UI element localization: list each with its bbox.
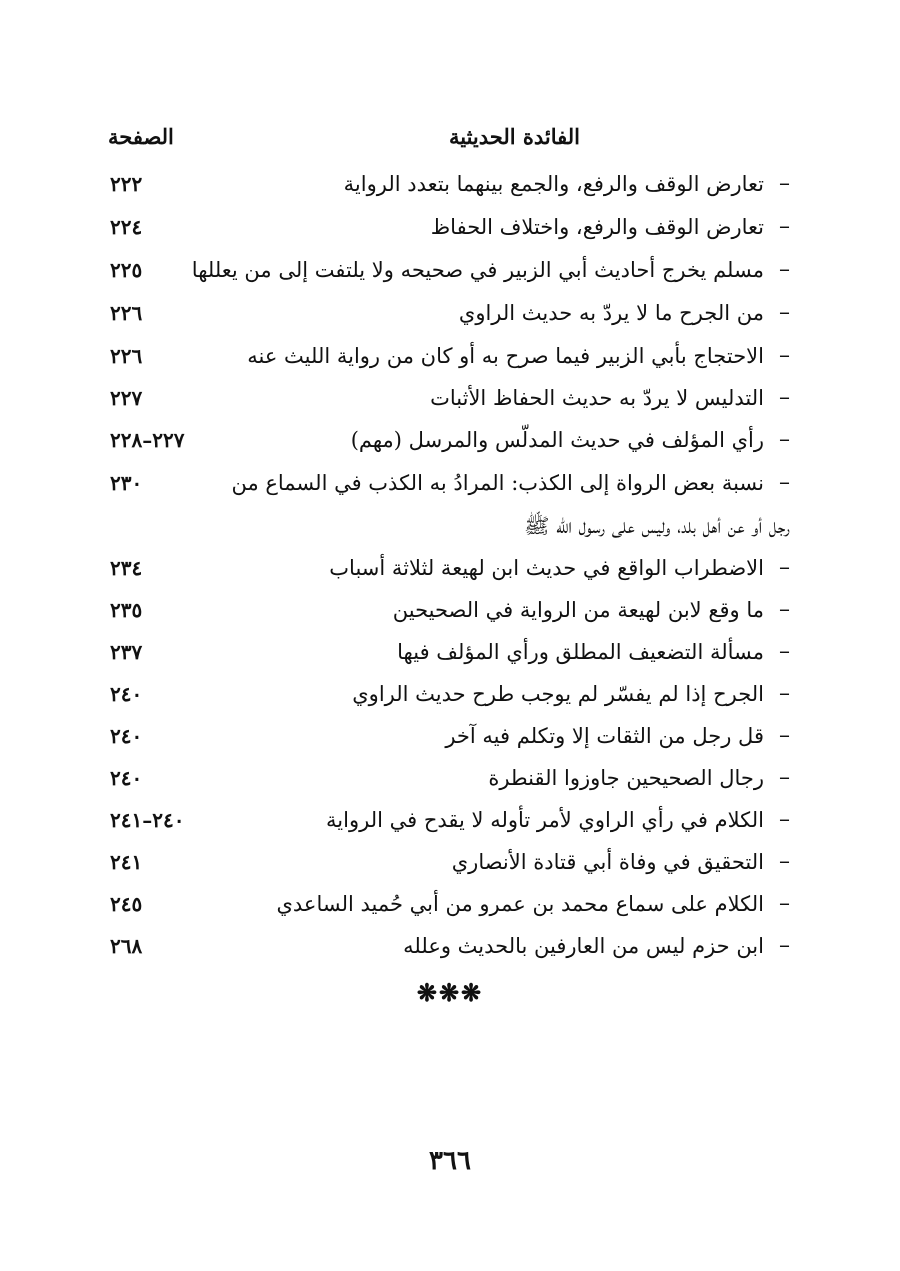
entry-page: ٢٢٥ bbox=[110, 258, 143, 282]
index-entry bbox=[100, 884, 790, 924]
entry-dash: – bbox=[779, 470, 790, 495]
index-entry bbox=[100, 336, 790, 376]
entry-page: ٢٣٤ bbox=[110, 556, 143, 580]
entry-text: تعارض الوقف والرفع، واختلاف الحفاظ bbox=[430, 215, 764, 239]
entry-dash: – bbox=[779, 849, 790, 874]
entry-dash: – bbox=[779, 257, 790, 282]
entry-dash: – bbox=[779, 300, 790, 325]
index-entry bbox=[100, 716, 790, 756]
entry-page: ٢٣٧ bbox=[110, 640, 143, 664]
entry-text: من الجرح ما لا يردّ به حديث الراوي bbox=[458, 301, 764, 325]
entry-dash: – bbox=[779, 385, 790, 410]
entry-dash: – bbox=[779, 555, 790, 580]
entry-page: ٢٦٨ bbox=[110, 934, 143, 958]
entry-page: ٢٢٧ bbox=[110, 386, 143, 410]
entry-dash: – bbox=[779, 891, 790, 916]
entry-dash: – bbox=[779, 171, 790, 196]
entry-text: الاحتجاج بأبي الزبير فيما صرح به أو كان من رواية الليث عنه bbox=[247, 344, 764, 368]
index-entry bbox=[100, 590, 790, 630]
entry-page: ٢٤٠–٢٤١ bbox=[110, 808, 185, 832]
entry-text: قل رجل من الثقات إلا وتكلم فيه آخر bbox=[445, 724, 764, 748]
index-entry bbox=[100, 674, 790, 714]
page-number: ٣٦٦ bbox=[429, 1146, 471, 1176]
entry-text-continuation: رجل أو عن أهل بلد، وليس على رسول الله ﷺ bbox=[524, 514, 790, 538]
entry-dash: – bbox=[779, 807, 790, 832]
entry-text: رجال الصحيحين جاوزوا القنطرة bbox=[488, 766, 764, 790]
index-entry bbox=[100, 164, 790, 204]
index-entry bbox=[100, 632, 790, 672]
index-entry bbox=[100, 250, 790, 290]
index-entry bbox=[100, 378, 790, 418]
entry-text: التدليس لا يردّ به حديث الحفاظ الأثبات bbox=[430, 386, 764, 410]
entry-page: ٢٣٥ bbox=[110, 598, 143, 622]
entry-text: ما وقع لابن لهيعة من الرواية في الصحيحين bbox=[392, 598, 764, 622]
page-column-heading: الصفحة bbox=[108, 124, 174, 149]
index-entry bbox=[100, 293, 790, 333]
section-divider-asterisks: ❋❋❋ bbox=[416, 978, 484, 1007]
topic-column-heading: الفائدة الحديثية bbox=[448, 124, 580, 149]
entry-page: ٢٤٠ bbox=[110, 724, 143, 748]
entry-dash: – bbox=[779, 214, 790, 239]
index-entry bbox=[100, 463, 790, 503]
entry-page: ٢٢٧–٢٢٨ bbox=[110, 428, 185, 452]
index-entry bbox=[100, 207, 790, 247]
entry-text: رأي المؤلف في حديث المدلّس والمرسل (مهم) bbox=[350, 428, 764, 452]
index-entry bbox=[100, 420, 790, 460]
index-entry bbox=[100, 926, 790, 966]
entry-page: ٢٢٢ bbox=[110, 172, 143, 196]
entry-page: ٢٢٦ bbox=[110, 344, 143, 368]
entry-text: الكلام على سماع محمد بن عمرو من أبي حُميد الساعدي bbox=[276, 892, 764, 916]
entry-page: ٢٤٥ bbox=[110, 892, 143, 916]
entry-text: تعارض الوقف والرفع، والجمع بينهما بتعدد الرواية bbox=[343, 172, 764, 196]
entry-dash: – bbox=[779, 765, 790, 790]
entry-page: ٢٢٤ bbox=[110, 215, 143, 239]
index-entry bbox=[100, 800, 790, 840]
entry-text: التحقيق في وفاة أبي قتادة الأنصاري bbox=[451, 850, 764, 874]
table-header bbox=[100, 124, 790, 164]
entry-dash: – bbox=[779, 597, 790, 622]
entry-dash: – bbox=[779, 681, 790, 706]
entry-dash: – bbox=[779, 343, 790, 368]
entry-page: ٢٤١ bbox=[110, 850, 143, 874]
index-entry bbox=[100, 842, 790, 882]
entry-text: الجرح إذا لم يفسّر لم يوجب طرح حديث الراوي bbox=[352, 682, 764, 706]
entry-text: نسبة بعض الرواة إلى الكذب: المرادُ به الكذب في السماع من bbox=[231, 471, 764, 495]
entry-text: الاضطراب الواقع في حديث ابن لهيعة لثلاثة أسباب bbox=[329, 556, 764, 580]
entry-page: ٢٢٦ bbox=[110, 301, 143, 325]
entry-dash: – bbox=[779, 723, 790, 748]
entry-dash: – bbox=[779, 427, 790, 452]
entry-text: مسلم يخرج أحاديث أبي الزبير في صحيحه ولا يلتفت إلى من يعللها bbox=[191, 258, 764, 282]
entry-dash: – bbox=[779, 933, 790, 958]
entry-page: ٢٤٠ bbox=[110, 766, 143, 790]
entry-text: مسألة التضعيف المطلق ورأي المؤلف فيها bbox=[397, 640, 764, 664]
index-entry bbox=[100, 758, 790, 798]
entry-text: ابن حزم ليس من العارفين بالحديث وعلله bbox=[403, 934, 764, 958]
entry-text: الكلام في رأي الراوي لأمر تأوله لا يقدح في الرواية bbox=[326, 808, 764, 832]
entry-page: ٢٤٠ bbox=[110, 682, 143, 706]
index-entry bbox=[100, 548, 790, 588]
entry-page: ٢٣٠ bbox=[110, 471, 143, 495]
entry-dash: – bbox=[779, 639, 790, 664]
index-entry-continuation bbox=[100, 506, 790, 546]
